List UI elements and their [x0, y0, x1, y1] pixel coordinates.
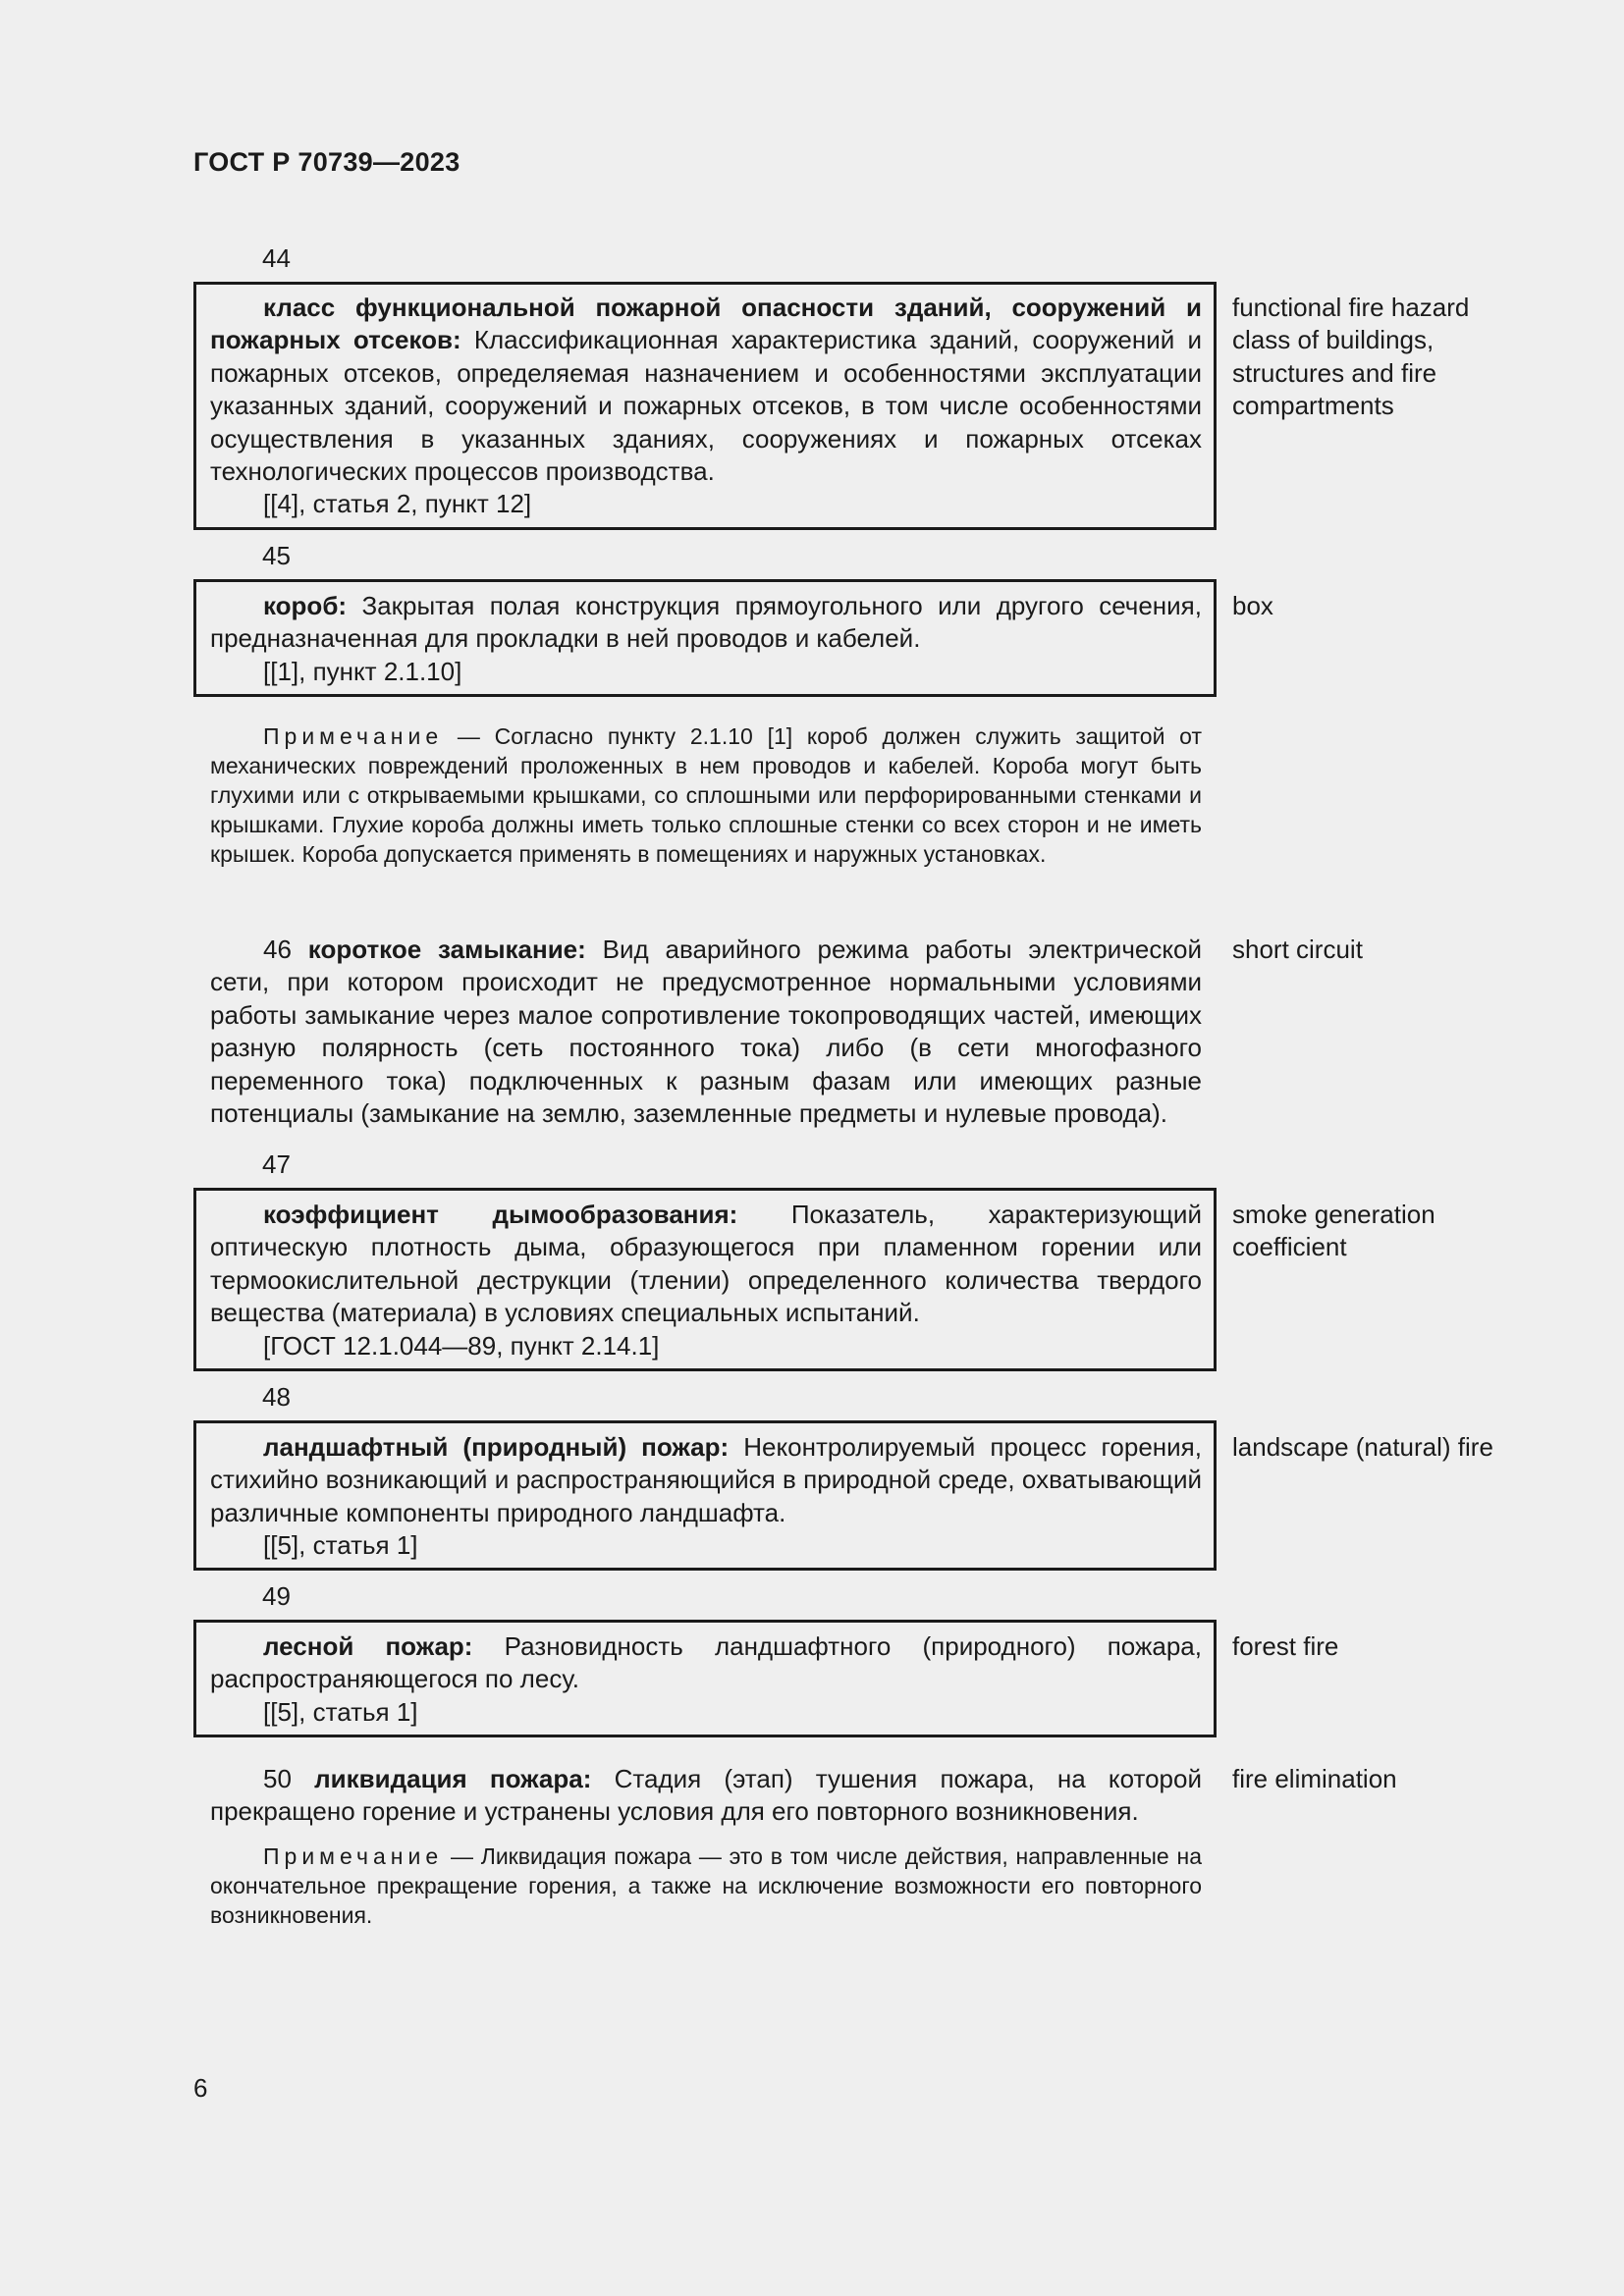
term-english-47: smoke generation coefficient	[1232, 1200, 1435, 1262]
term-number-50: 50	[263, 1764, 292, 1793]
term-number-48: 48	[262, 1382, 291, 1412]
term-definition-44: Классификационная характеристика зданий, сооружений и пожарных отсеков, определяемая назначением и особенностями эксплуатации указанных зданий, сооружений и пожарных отсеков, в том числе особенностями осуществления в указанных зданиях, сооружениях и пожарных отсеках технологических процессов производства.	[210, 325, 1202, 487]
term-number-45: 45	[262, 541, 291, 570]
note-45	[210, 721, 1202, 869]
term-text-45	[210, 590, 1202, 688]
term-english-49: forest fire	[1232, 1631, 1339, 1661]
term-reference-44: [[4], статья 2, пункт 12]	[263, 489, 532, 519]
term-english-46: short circuit	[1232, 934, 1363, 964]
term-name-44: класс функциональной пожарной опасности зданий, сооружений и пожарных отсеков:	[210, 293, 1202, 355]
term-definition-50: Стадия (этап) тушения пожара, на которой прекращено горение и устранены условия для его повторного возникновения.	[210, 1764, 1202, 1827]
term-reference-45: [[1], пункт 2.1.10]	[263, 656, 462, 686]
note-50	[210, 1842, 1202, 1930]
term-reference-48: [[5], статья 1]	[263, 1530, 418, 1561]
term-english-45: box	[1232, 591, 1273, 620]
term-name-45: короб:	[263, 591, 348, 620]
term-definition-49: Разновидность ландшафтного (природного) пожара, распространяющегося по лесу.	[210, 1631, 1202, 1694]
term-number-47: 47	[262, 1149, 291, 1179]
term-name-47: коэффициент дымообразования:	[263, 1200, 738, 1229]
term-name-48: ландшафтный (природный) пожар:	[263, 1432, 730, 1462]
term-english-48: landscape (natural) fire	[1232, 1432, 1493, 1462]
term-reference-49: [[5], статья 1]	[263, 1696, 418, 1727]
term-text-50	[210, 1763, 1202, 1829]
term-name-49: лесной пожар:	[263, 1631, 473, 1661]
note-text-50: — Ликвидация пожара — это в том числе действия, направленные на окончательное прекращение горения, а также на исключение возможности его повторного возникновения.	[210, 1843, 1202, 1928]
term-definition-47: Показатель, характеризующий оптическую плотность дыма, образующегося при пламенном горении или термоокислительной деструкции (тлении) определенного количества твердого вещества (материала) в условиях специальных испытаний.	[210, 1200, 1202, 1328]
term-text-49	[210, 1630, 1202, 1729]
term-text-44	[210, 292, 1202, 521]
note-label-50: Примечание	[263, 1843, 444, 1869]
term-english-50: fire elimination	[1232, 1764, 1397, 1793]
term-name-50: ликвидация пожара:	[314, 1764, 592, 1793]
term-text-48	[210, 1431, 1202, 1563]
page-number: 6	[193, 2073, 208, 2103]
term-number-49: 49	[262, 1581, 291, 1611]
document-header: ГОСТ Р 70739—2023	[193, 147, 460, 177]
term-text-47	[210, 1199, 1202, 1362]
term-definition-48: Неконтролируемый процесс горения, стихийно возникающий и распространяющийся в природной среде, охватывающий различные компоненты природного ландшафта.	[210, 1432, 1202, 1527]
note-text-45: — Согласно пункту 2.1.10 [1] короб должен служить защитой от механических повреждений проложенных в нем проводов и кабелей. Короба могут быть глухими или с открываемыми крышками, со сплошными или перфорированными стенками и крышками. Глухие короба должны иметь только сплошные стенки со всех сторон и не иметь крышек. Короба допускается применять в помещениях и наружных установках.	[210, 723, 1203, 867]
term-number-44: 44	[262, 243, 291, 273]
term-text-46	[210, 934, 1202, 1130]
term-definition-46: Вид аварийного режима работы электрической сети, при котором происходит не предусмотренное нормальными условиями работы замыкание через малое сопротивление токопроводящих частей, имеющих разную полярность (сеть постоянного тока) либо (в сети многофазного переменного тока) подключенных к разным фазам или имеющих разные потенциалы (замыкание на землю, заземленные предметы и нулевые провода).	[210, 934, 1202, 1129]
term-number-46: 46	[263, 934, 292, 964]
term-english-44: functional fire hazard class of buildings, structures and fire compartments	[1232, 293, 1470, 421]
term-definition-45: Закрытая полая конструкция прямоугольного или другого сечения, предназначенная для прокладки в ней проводов и кабелей.	[210, 591, 1202, 654]
term-reference-47: [ГОСТ 12.1.044—89, пункт 2.14.1]	[263, 1330, 660, 1361]
note-label-45: Примечание	[263, 723, 444, 749]
term-name-46: короткое замыкание:	[307, 934, 586, 964]
